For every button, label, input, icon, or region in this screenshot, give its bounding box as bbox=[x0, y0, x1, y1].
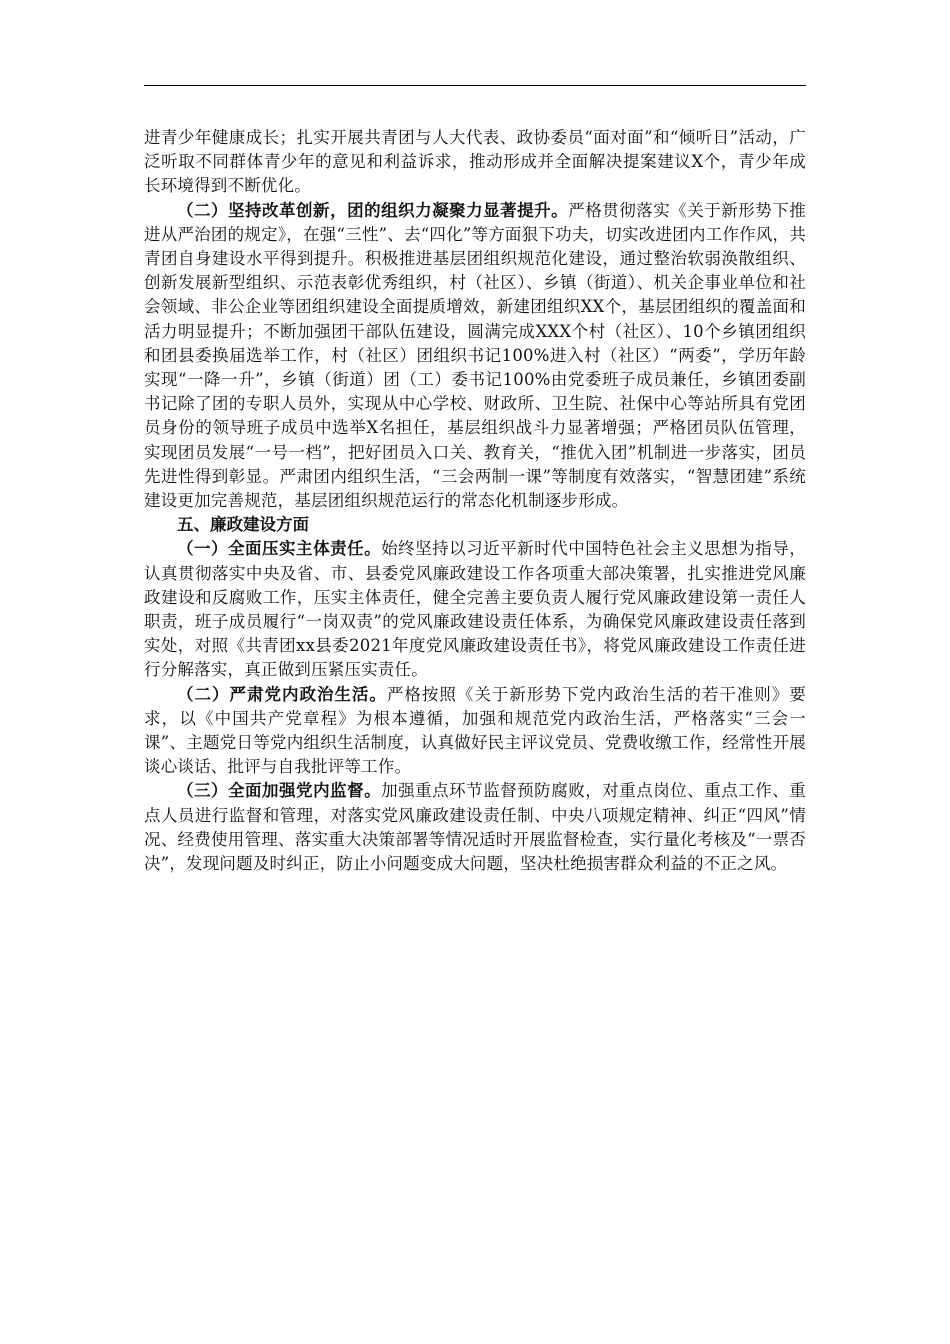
paragraph-responsibility bbox=[144, 537, 806, 682]
paragraph-political-life bbox=[144, 683, 806, 780]
paragraph-lead: （三）全面加强党内监督。 bbox=[177, 781, 382, 801]
paragraph-text: 严格贯彻落实《关于新形势下推进从严治团的规定》，在强“三性”、去“四化”等方面狠下功夫，切实改进团内工作作风，共青团自身建设水平得到提升。积极推进基层团组织规范化建设，通过整治软弱涣散组织、创新发展新型组织、示范表彰优秀组织，村（社区）、乡镇（街道）、机关企事业单位和社会领域、非公企业等团组织建设全面提质增效，新建团组织XX个，基层团组织的覆盖面和活力明显提升；不断加强团干部队伍建设，圆满完成XXX个村（社区）、10个乡镇团组织和团县委换届选举工作，村（社区）团组织书记100%进入村（社区）“两委”，学历年龄实现“一降一升”，乡镇（街道）团（工）委书记100%由党委班子成员兼任，乡镇团委副书记除了团的专职人员外，实现从中心学校、财政所、卫生院、社保中心等站所具有党团员身份的领导班子成员中选举X名担任，基层组织战斗力显著增强；严格团员队伍管理，实现团员发展“一号一档”，把好团员入口关、教育关，“推优入团”机制进一步落实，团员先进性得到彰显。严肃团内组织生活，“三会两制一课”等制度有效落实，“智慧团建”系统建设更加完善规范，基层团组织规范运行的常态化机制逐步形成。 bbox=[144, 200, 806, 511]
paragraph-text: 始终坚持以习近平新时代中国特色社会主义思想为指导，认真贯彻落实中央及省、市、县委党风廉政建设工作各项重大部决策署，扎实推进党风廉政建设和反腐败工作，压实主体责任，健全完善主要负责人履行党风廉政建设第一责任人职责，班子成员履行“一岗双责”的党风廉政建设责任体系，为确保党风廉政建设责任落到实处，对照《共青团xx县委2021年度党风廉政建设责任书》，将党风廉政建设工作责任进行分解落实，真正做到压紧压实责任。 bbox=[144, 539, 807, 680]
section-heading: 五、廉政建设方面 bbox=[177, 515, 309, 535]
paragraph-text: 加强重点环节监督预防腐败，对重点岗位、重点工作、重点人员进行监督和管理，对落实党风廉政建设责任制、中央八项规定精神、纠正“四风”情况、经费使用管理、落实重大决策部署等情况适时开展监督检查，实行量化考核及“一票否决”，发现问题及时纠正，防止小问题变成大问题，坚决杜绝损害群众利益的不正之风。 bbox=[144, 781, 807, 874]
paragraph-text: 严格按照《关于新形势下党内政治生活的若干准则》要求，以《中国共产党章程》为根本遵循，加强和规范党内政治生活，严格落实“三会一课”、主题党日等党内组织生活制度，认真做好民主评议党员、党费收缴工作，经常性开展谈心谈话、批评与自我批评等工作。 bbox=[144, 684, 806, 777]
paragraph-lead: （二）严肃党内政治生活。 bbox=[177, 684, 387, 704]
paragraph-lead: （一）全面压实主体责任。 bbox=[177, 539, 382, 559]
paragraph-supervision bbox=[144, 779, 806, 876]
document-body bbox=[144, 126, 806, 876]
paragraph-continuation bbox=[144, 126, 806, 199]
paragraph-text: 进青少年健康成长；扎实开展共青团与人大代表、政协委员“面对面”和“倾听日”活动，广泛听取不同群体青少年的意见和利益诉求，推动形成并全面解决提案建议X个，青少年成长环境得到不断优化。 bbox=[144, 128, 806, 196]
paragraph-organization bbox=[144, 199, 806, 514]
header-rule bbox=[144, 85, 806, 86]
paragraph-lead: （二）坚持改革创新，团的组织力凝聚力显著提升。 bbox=[177, 200, 569, 220]
